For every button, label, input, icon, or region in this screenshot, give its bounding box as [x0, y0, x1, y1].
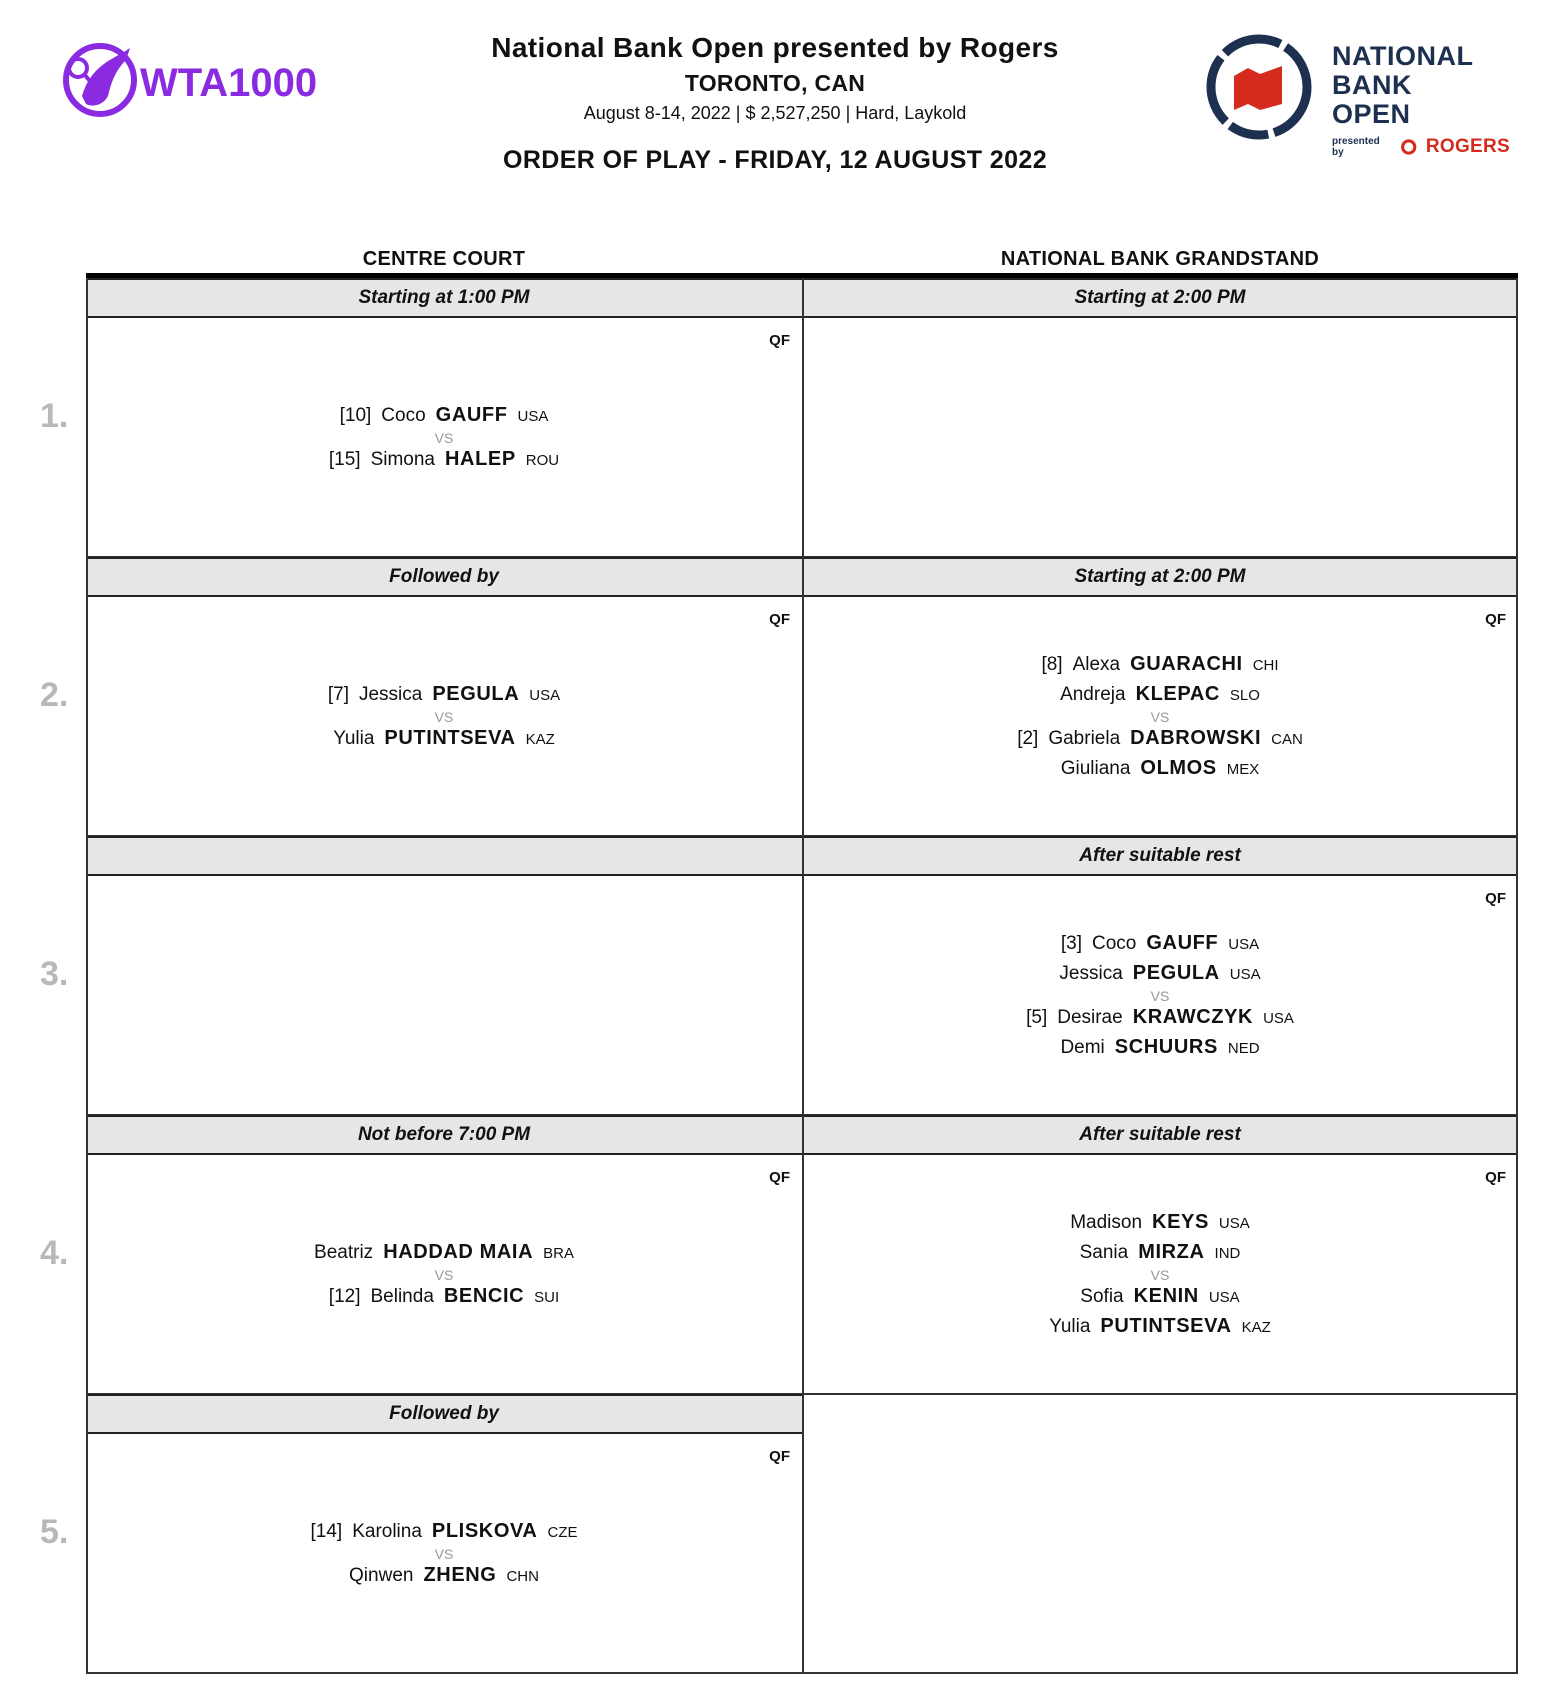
player-last-name: KENIN: [1133, 1284, 1199, 1307]
player-first-name: Jessica: [358, 683, 423, 705]
player-nationality: SLO: [1229, 686, 1260, 704]
player-first-name: Madison: [1070, 1211, 1143, 1233]
match-box: [86, 876, 802, 1115]
player-line: [802, 724, 1518, 754]
player-line: [86, 724, 802, 754]
match-pairing: [86, 401, 802, 475]
wta1000-logo: [60, 38, 360, 124]
player-line: [86, 1282, 802, 1312]
player-last-name: GAUFF: [1146, 931, 1219, 954]
match-box: [802, 318, 1518, 557]
start-time-bar: Followed by: [86, 1394, 802, 1434]
player-line: [802, 1282, 1518, 1312]
player-first-name: Simona: [370, 448, 435, 470]
player-last-name: HALEP: [444, 447, 516, 470]
player-line: [802, 1033, 1518, 1063]
nbo-ring-icon: [1200, 28, 1318, 146]
player-first-name: Karolina: [352, 1520, 422, 1542]
player-line: [802, 959, 1518, 989]
player-first-name: Alexa: [1072, 653, 1121, 675]
match-pairing: [86, 1238, 802, 1312]
player-last-name: PUTINTSEVA: [1100, 1314, 1232, 1337]
national-bank-open-logo: [1200, 28, 1510, 158]
row-number: 2.: [40, 676, 69, 714]
player-last-name: KLEPAC: [1135, 682, 1220, 705]
player-line: [86, 1238, 802, 1268]
player-last-name: DABROWSKI: [1130, 726, 1262, 749]
round-label: QF: [1485, 1169, 1506, 1186]
start-time-bar: Starting at 2:00 PM: [802, 557, 1518, 597]
round-label: QF: [1485, 611, 1506, 628]
match-pairing: [86, 680, 802, 754]
match-box: [802, 876, 1518, 1115]
row-number: 5.: [40, 1513, 69, 1551]
player-first-name: Sofia: [1080, 1285, 1124, 1307]
match-cell-centre: [86, 836, 802, 1115]
vs-label: VS: [1150, 708, 1170, 725]
round-label: QF: [1485, 890, 1506, 907]
player-seed: [12]: [328, 1285, 361, 1307]
column-divider: [1516, 278, 1518, 1673]
match-cell-centre: [86, 557, 802, 836]
match-cell-centre: [86, 1115, 802, 1394]
player-first-name: Gabriela: [1048, 727, 1121, 749]
player-line: [802, 1003, 1518, 1033]
player-line: [802, 680, 1518, 710]
player-nationality: USA: [517, 407, 549, 425]
presented-by-label: presented by: [1332, 136, 1380, 158]
nbo-line2: BANK: [1332, 70, 1412, 100]
svg-text:WTA1000: WTA1000: [140, 61, 318, 105]
match-box: [802, 1155, 1518, 1394]
player-seed: [5]: [1026, 1006, 1048, 1028]
match-cell-grandstand: [802, 1394, 1518, 1673]
player-first-name: Coco: [381, 404, 426, 426]
player-last-name: BENCIC: [443, 1284, 525, 1307]
match-cell-grandstand: [802, 1115, 1518, 1394]
player-nationality: USA: [529, 686, 561, 704]
match-cell-centre: [86, 278, 802, 557]
round-label: QF: [769, 1169, 790, 1186]
player-nationality: USA: [1263, 1009, 1294, 1027]
match-box: [86, 1155, 802, 1394]
player-nationality: IND: [1214, 1244, 1241, 1262]
match-box: [86, 597, 802, 836]
player-last-name: KEYS: [1152, 1210, 1209, 1233]
player-first-name: Jessica: [1059, 962, 1123, 984]
round-label: QF: [769, 332, 790, 349]
match-cell-grandstand: [802, 836, 1518, 1115]
player-first-name: Demi: [1060, 1036, 1105, 1058]
player-first-name: Yulia: [1049, 1315, 1091, 1337]
match-pairing: [802, 650, 1518, 784]
player-line: [86, 401, 802, 431]
vs-label: VS: [1150, 1266, 1170, 1283]
player-nationality: USA: [1208, 1288, 1240, 1306]
start-time-bar: Followed by: [86, 557, 802, 597]
player-last-name: PEGULA: [432, 682, 520, 705]
match-box: [86, 318, 802, 557]
wta-player-icon: [66, 46, 134, 114]
player-line: [86, 680, 802, 710]
player-nationality: KAZ: [525, 730, 555, 748]
player-nationality: ROU: [525, 451, 560, 469]
order-of-play-title: ORDER OF PLAY - FRIDAY, 12 AUGUST 2022: [502, 146, 1048, 174]
vs-label: VS: [434, 708, 454, 725]
start-time-bar: After suitable rest: [802, 836, 1518, 876]
rogers-icon: [1400, 138, 1417, 156]
player-seed: [7]: [327, 683, 349, 705]
player-nationality: SUI: [534, 1288, 560, 1306]
round-label: QF: [769, 1448, 790, 1465]
match-pairing: [802, 1208, 1518, 1342]
player-seed: [14]: [310, 1520, 343, 1542]
start-time-bar: After suitable rest: [802, 1115, 1518, 1155]
player-first-name: Andreja: [1060, 683, 1126, 705]
player-first-name: Beatriz: [314, 1241, 374, 1263]
tournament-title: National Bank Open presented by Rogers: [491, 32, 1059, 63]
player-nationality: MEX: [1226, 760, 1260, 778]
match-cell-centre: [86, 1394, 802, 1673]
player-last-name: KRAWCZYK: [1132, 1005, 1254, 1028]
player-seed: [15]: [328, 448, 361, 470]
player-seed: [2]: [1017, 727, 1039, 749]
player-line: [86, 1561, 802, 1591]
player-line: [802, 1238, 1518, 1268]
nbo-line3: OPEN: [1332, 99, 1411, 129]
vs-label: VS: [434, 1266, 454, 1283]
player-first-name: Coco: [1092, 932, 1137, 954]
player-nationality: CZE: [547, 1523, 578, 1541]
player-line: [802, 754, 1518, 784]
player-nationality: BRA: [543, 1244, 574, 1262]
start-time-bar: Starting at 1:00 PM: [86, 278, 802, 318]
player-last-name: PEGULA: [1132, 961, 1220, 984]
row-number: 1.: [40, 397, 69, 435]
match-cell-grandstand: [802, 278, 1518, 557]
match-cell-grandstand: [802, 557, 1518, 836]
tournament-city: TORONTO, CAN: [684, 70, 866, 96]
player-last-name: GAUFF: [435, 403, 508, 426]
match-box: [86, 1434, 802, 1673]
player-last-name: OLMOS: [1140, 756, 1217, 779]
player-nationality: NED: [1227, 1039, 1260, 1057]
player-line: [86, 1517, 802, 1547]
player-first-name: Desirae: [1057, 1006, 1123, 1028]
match-box: [802, 597, 1518, 836]
court-header-centre: CENTRE COURT: [362, 248, 526, 270]
round-label: QF: [769, 611, 790, 628]
tournament-details: August 8-14, 2022 | $ 2,527,250 | Hard, Laykold: [583, 103, 967, 123]
player-last-name: MIRZA: [1138, 1240, 1205, 1263]
player-line: [802, 650, 1518, 680]
vs-label: VS: [1150, 987, 1170, 1004]
player-last-name: SCHUURS: [1114, 1035, 1218, 1058]
court-header-grandstand: NATIONAL BANK GRANDSTAND: [1000, 248, 1320, 270]
player-last-name: PLISKOVA: [431, 1519, 538, 1542]
player-line: [802, 1312, 1518, 1342]
player-last-name: ZHENG: [423, 1563, 497, 1586]
player-first-name: Belinda: [370, 1285, 434, 1307]
player-line: [86, 445, 802, 475]
start-time-bar: Not before 7:00 PM: [86, 1115, 802, 1155]
player-nationality: USA: [1218, 1214, 1250, 1232]
player-seed: [3]: [1060, 932, 1083, 954]
player-last-name: HADDAD MAIA: [383, 1240, 534, 1263]
player-nationality: CHI: [1252, 656, 1279, 674]
player-first-name: Giuliana: [1060, 757, 1131, 779]
player-first-name: Sania: [1079, 1241, 1129, 1263]
player-nationality: USA: [1228, 935, 1260, 953]
player-line: [802, 929, 1518, 959]
column-divider: [802, 278, 804, 1673]
match-pairing: [86, 1517, 802, 1591]
start-time-bar: [86, 836, 802, 876]
player-seed: [8]: [1041, 653, 1063, 675]
player-first-name: Yulia: [333, 727, 375, 749]
column-divider: [86, 278, 88, 1673]
rogers-wordmark: ROGERS: [1425, 136, 1510, 157]
player-nationality: USA: [1229, 965, 1261, 983]
player-line: [802, 1208, 1518, 1238]
player-nationality: CHN: [506, 1567, 539, 1585]
start-time-bar: Starting at 2:00 PM: [802, 278, 1518, 318]
match-pairing: [802, 929, 1518, 1063]
row-number: 4.: [40, 1234, 69, 1272]
player-last-name: PUTINTSEVA: [384, 726, 516, 749]
player-nationality: CAN: [1271, 730, 1303, 748]
player-first-name: Qinwen: [349, 1564, 414, 1586]
vs-label: VS: [434, 429, 454, 446]
nbo-line1: NATIONAL: [1332, 41, 1474, 71]
tournament-header: [400, 32, 1150, 175]
vs-label: VS: [434, 1545, 454, 1562]
player-nationality: KAZ: [1241, 1318, 1271, 1336]
player-last-name: GUARACHI: [1130, 652, 1243, 675]
row-number: 3.: [40, 955, 69, 993]
player-seed: [10]: [339, 404, 372, 426]
